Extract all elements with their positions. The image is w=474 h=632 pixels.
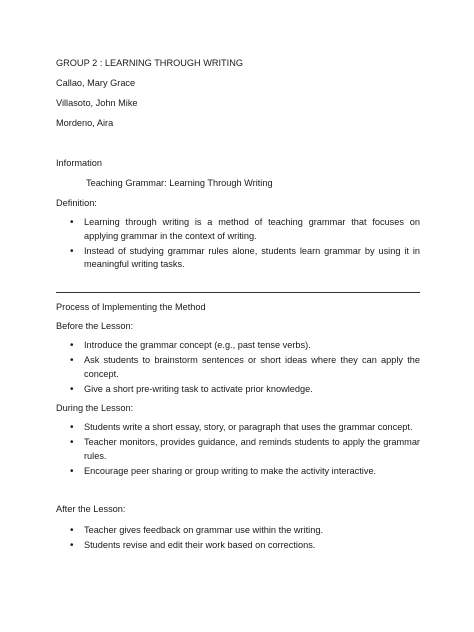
after-lesson-label: After the Lesson: [56, 504, 126, 514]
member-name: Callao, Mary Grace [56, 78, 136, 88]
definition-list [56, 216, 420, 273]
list-item: • Instead of studying grammar rules alone, students learn grammar by using it in meaningful writing tasks. [56, 245, 420, 272]
list-item: • Students revise and edit their work based on corrections. [56, 539, 420, 553]
list-item: • Introduce the grammar concept (e.g., past tense verbs). [56, 339, 420, 353]
list-item: • Teacher monitors, provides guidance, and reminds students to apply the grammar rules. [56, 436, 420, 463]
member-name: Villasoto, John Mike [56, 98, 138, 108]
section-divider [56, 292, 420, 293]
list-item: • Ask students to brainstorm sentences or short ideas where they can apply the concept. [56, 354, 420, 381]
information-heading: Information [56, 158, 102, 168]
list-item: • Students write a short essay, story, or paragraph that uses the grammar concept. [56, 421, 420, 435]
list-item: • Give a short pre-writing task to activate prior knowledge. [56, 383, 420, 397]
before-lesson-label: Before the Lesson: [56, 321, 134, 331]
information-subtitle: Teaching Grammar: Learning Through Writing [86, 178, 273, 188]
document-title: GROUP 2 : LEARNING THROUGH WRITING [56, 58, 244, 68]
definition-label: Definition: [56, 198, 97, 208]
list-item: • Teacher gives feedback on grammar use within the writing. [56, 524, 420, 538]
member-name: Mordeno, Aira [56, 118, 114, 128]
before-lesson-list [56, 339, 420, 398]
process-heading: Process of Implementing the Method [56, 302, 206, 312]
during-lesson-label: During the Lesson: [56, 403, 134, 413]
list-item: • Learning through writing is a method of teaching grammar that focuses on applying grammar in the context of writing. [56, 216, 420, 243]
list-item: • Encourage peer sharing or group writing to make the activity interactive. [56, 465, 420, 479]
during-lesson-list [56, 421, 420, 480]
after-lesson-list [56, 524, 420, 554]
